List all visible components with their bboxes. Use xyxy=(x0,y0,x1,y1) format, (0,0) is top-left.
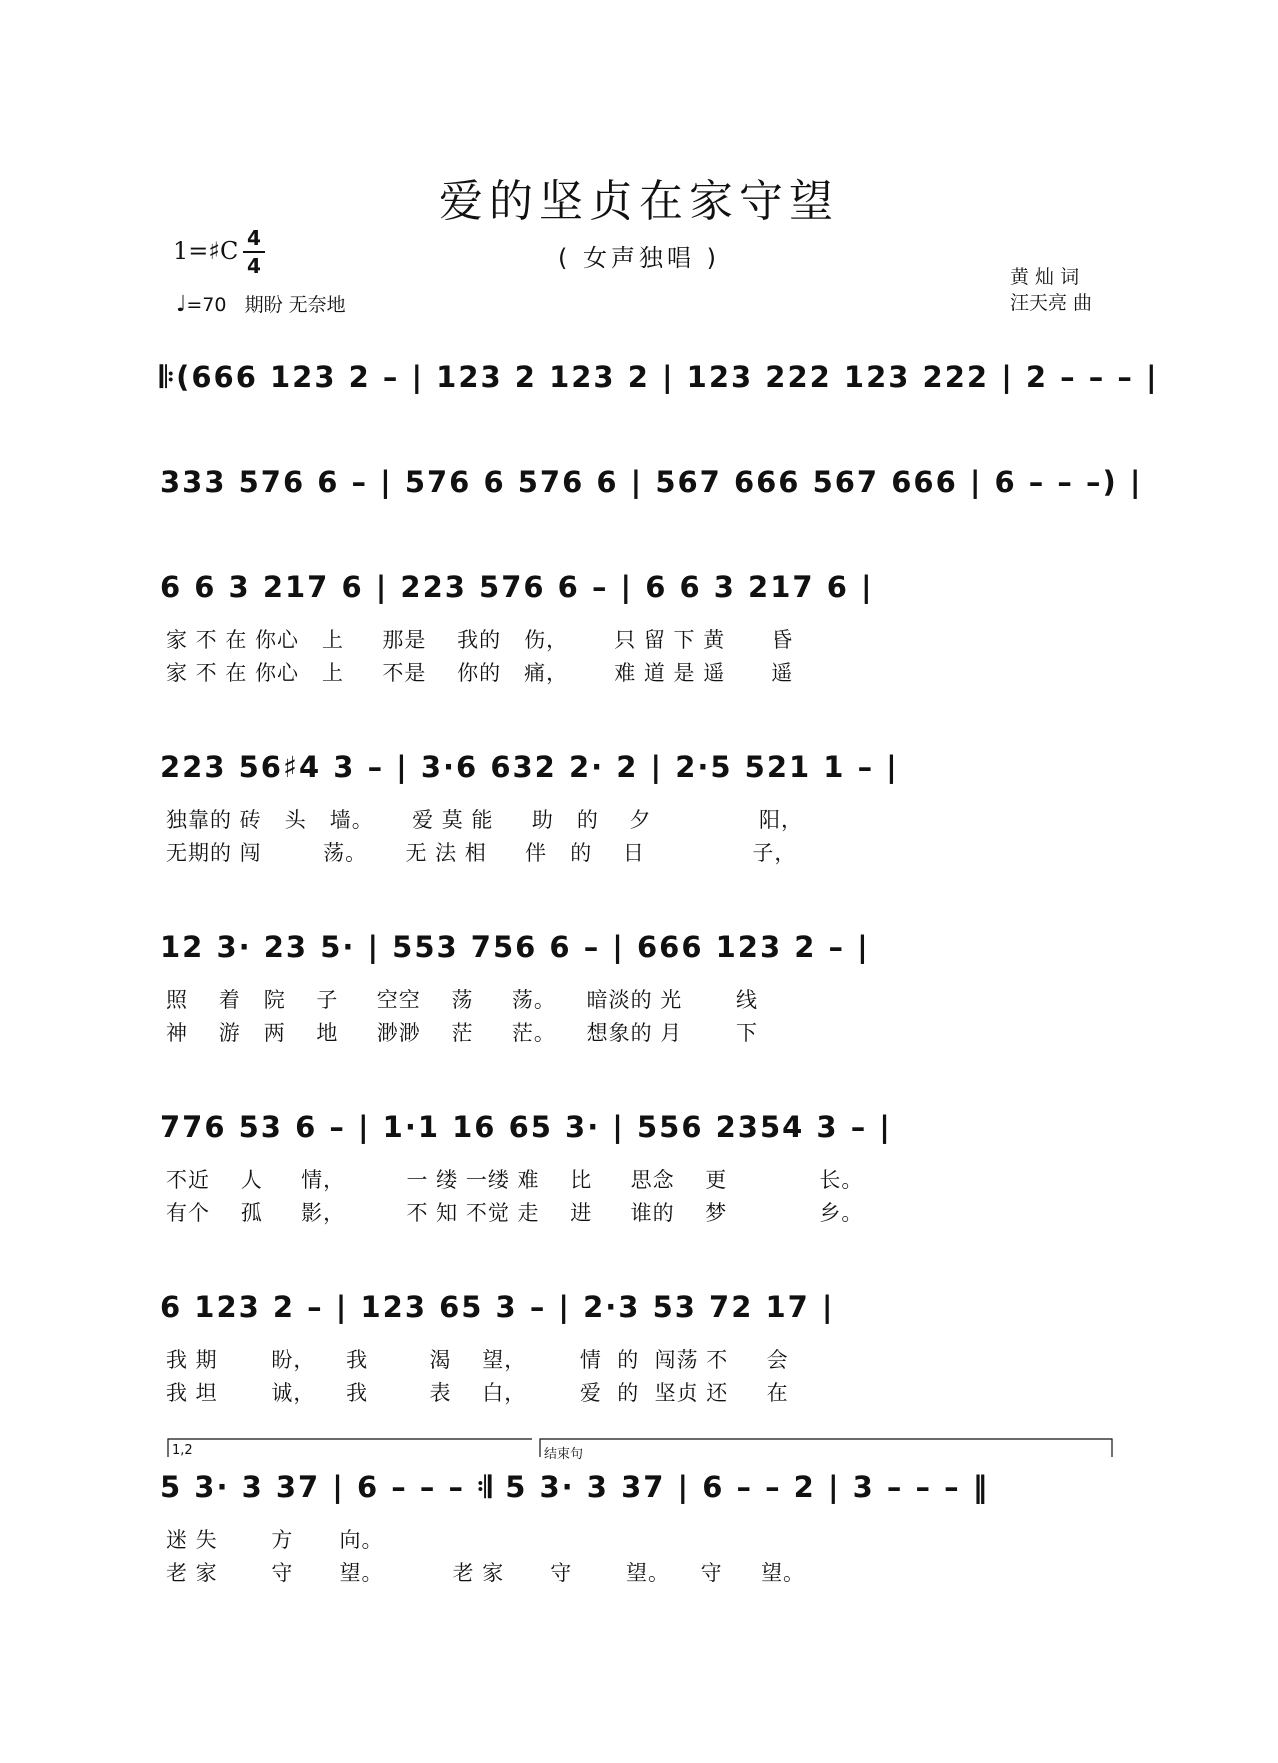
lyrics-verse1-row-6: 不近 人 情， 一 缕 一缕 难 比 思念 更 长。 xyxy=(166,1168,864,1192)
notes-row-5: 12 3· 23 5· | 553 756 6 – | 666 123 2 – | xyxy=(160,930,870,964)
notes-row-6: 776 53 6 – | 1·1 16 65 3· | 556 2354 3 – | xyxy=(160,1110,892,1144)
lyrics-verse2-row-8: 老 家 守 望。 老 家 守 望。 守 望。 xyxy=(166,1561,806,1585)
tempo-marking xyxy=(176,290,346,317)
lyrics-verse2-row-6: 有个 孤 影， 不 知 不觉 走 进 谁的 梦 乡。 xyxy=(166,1201,864,1225)
notes-row-2: 333 576 6 – | 576 6 576 6 | 567 666 567 666 | 6 – – –) | xyxy=(160,465,1143,499)
lyrics-verse2-row-3: 家 不 在 你心 上 不是 你的 痛， 难 道 是 遥 遥 xyxy=(166,661,794,685)
lyrics-verse1-row-7: 我 期 盼， 我 渴 望， 情 的 闯荡 不 会 xyxy=(166,1348,789,1372)
lyrics-verse1-row-8: 迷 失 方 向。 xyxy=(166,1528,384,1552)
lyrics-verse1-row-5: 照 着 院 子 空空 荡 荡。 暗淡的 光 线 xyxy=(166,988,758,1012)
composer: 汪天亮 曲 xyxy=(1010,292,1093,314)
credits xyxy=(1010,264,1092,316)
notes-row-8: 5 3· 3 37 | 6 – – – 𝄇 5 3· 3 37 | 6 – – 2 | 3 – – – ‖ xyxy=(160,1470,990,1504)
notes-row-4: 223 56♯4 3 – | 3·6 632 2· 2 | 2·5 521 1 – | xyxy=(160,750,899,784)
tempo-value: =70 xyxy=(186,294,227,316)
lyrics-verse2-row-5: 神 游 两 地 渺渺 茫 茫。 想象的 月 下 xyxy=(166,1021,758,1045)
volta-first-ending-label: 1,2 xyxy=(172,1443,193,1458)
lyrics-verse1-row-4: 独靠的 砖 头 墙。 爱 莫 能 助 的 夕 阳， xyxy=(166,808,804,832)
lyrics-verse2-row-4: 无期的 闯 荡。 无 法 相 伴 的 日 子， xyxy=(166,841,797,865)
quarter-note-icon: ♩ xyxy=(176,292,187,317)
volta-brackets xyxy=(160,1437,1120,1457)
time-signature-bottom: 4 xyxy=(247,254,261,278)
notes-row-3: 6 6 3 217 6 | 223 576 6 – | 6 6 3 217 6 | xyxy=(160,570,874,604)
tempo-expression: 期盼 无奈地 xyxy=(244,294,346,316)
notes-row-1: 𝄆(666 123 2 – | 123 2 123 2 | 123 222 123 222 | 2 – – – | xyxy=(160,360,1159,394)
time-signature-top: 4 xyxy=(247,226,261,250)
lyrics-verse1-row-3: 家 不 在 你心 上 那是 我的 伤， 只 留 下 黄 昏 xyxy=(166,628,794,652)
time-signature xyxy=(243,226,265,278)
song-title: 爱的坚贞在家守望 xyxy=(439,176,839,227)
lyricist: 黄 灿 词 xyxy=(1010,266,1080,288)
song-subtitle: ( 女声独唱 ) xyxy=(558,244,720,272)
key-signature: 1=♯C xyxy=(173,237,239,265)
notes-row-7: 6 123 2 – | 123 65 3 – | 2·3 53 72 17 | xyxy=(160,1290,835,1324)
volta-final-ending-label: 结束句 xyxy=(544,1447,584,1462)
lyrics-verse2-row-7: 我 坦 诚， 我 表 白， 爱 的 坚贞 还 在 xyxy=(166,1381,789,1405)
